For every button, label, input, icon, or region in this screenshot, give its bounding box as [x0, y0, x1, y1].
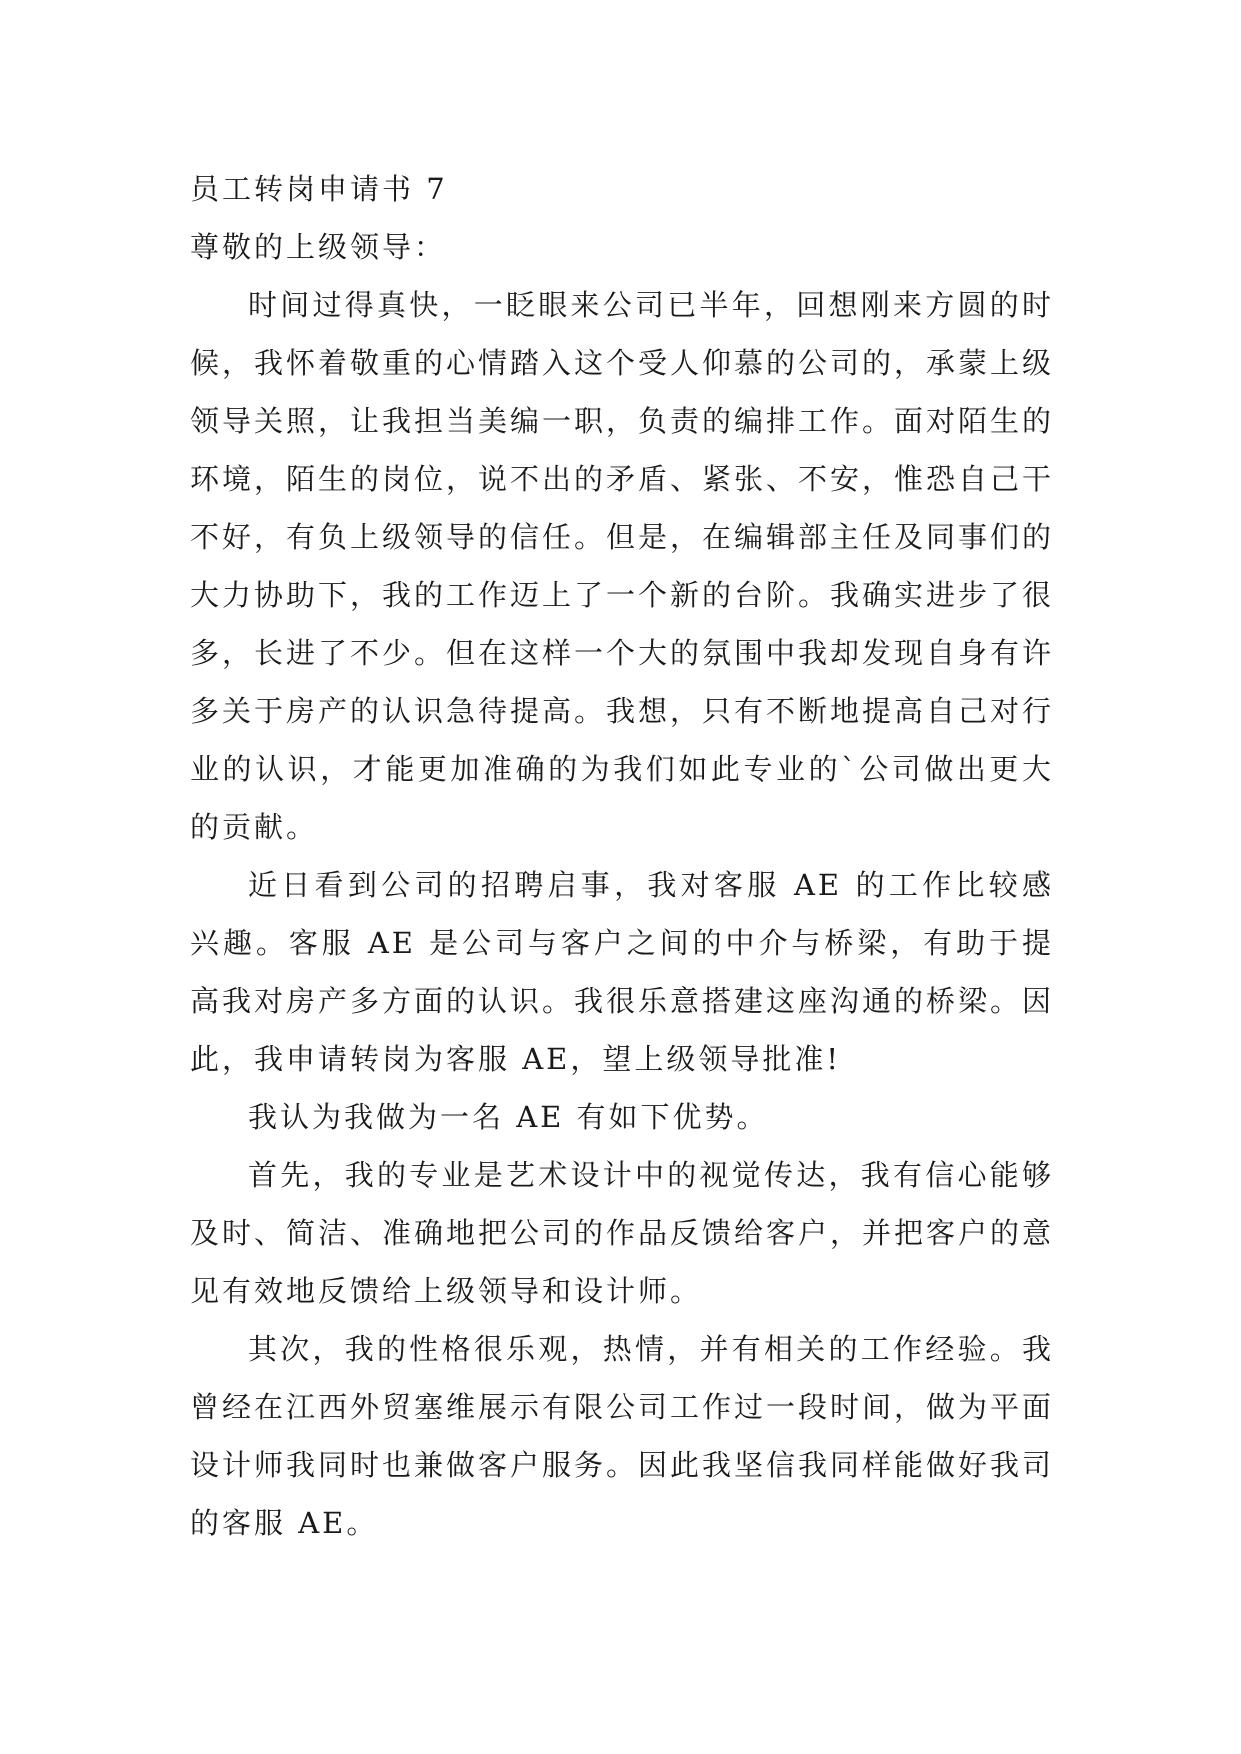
paragraph-intro: 时间过得真快，一眨眼来公司已半年，回想刚来方圆的时候，我怀着敬重的心情踏入这个受人仰慕的公司的，承蒙上级领导关照，让我担当美编一职，负责的编排工作。面对陌生的环境，陌生的岗位，说不出的矛盾、紧张、不安，惟恐自己干不好，有负上级领导的信任。但是，在编辑部主任及同事们的大力协助下，我的工作迈上了一个新的台阶。我确实进步了很多，长进了不少。但在这样一个大的氛围中我却发现自身有许多关于房产的认识急待提高。我想，只有不断地提高自己对行业的认识，才能更加准确的为我们如此专业的`公司做出更大的贡献。	[190, 288, 1055, 844]
paragraph-request: 近日看到公司的招聘启事，我对客服 AE 的工作比较感兴趣。客服 AE 是公司与客户之间的中介与桥梁，有助于提高我对房产多方面的认识。我很乐意搭建这座沟通的桥梁。因此，我申请转岗为客服 AE，望上级领导批准!	[190, 868, 1055, 1076]
paragraph-second-point: 其次，我的性格很乐观，热情，并有相关的工作经验。我曾经在江西外贸塞维展示有限公司工作过一段时间，做为平面设计师我同时也兼做客户服务。因此我坚信我同样能做好我司的客服 AE。	[190, 1332, 1055, 1540]
document-page	[190, 160, 1054, 1552]
salutation: 尊敬的上级领导：	[190, 230, 447, 264]
paragraph-first-point: 首先，我的专业是艺术设计中的视觉传达，我有信心能够及时、简洁、准确地把公司的作品反馈给客户，并把客户的意见有效地反馈给上级领导和设计师。	[190, 1158, 1055, 1308]
paragraph-advantages: 我认为我做为一名 AE 有如下优势。	[248, 1100, 769, 1134]
document-title: 员工转岗申请书 7	[190, 172, 448, 206]
